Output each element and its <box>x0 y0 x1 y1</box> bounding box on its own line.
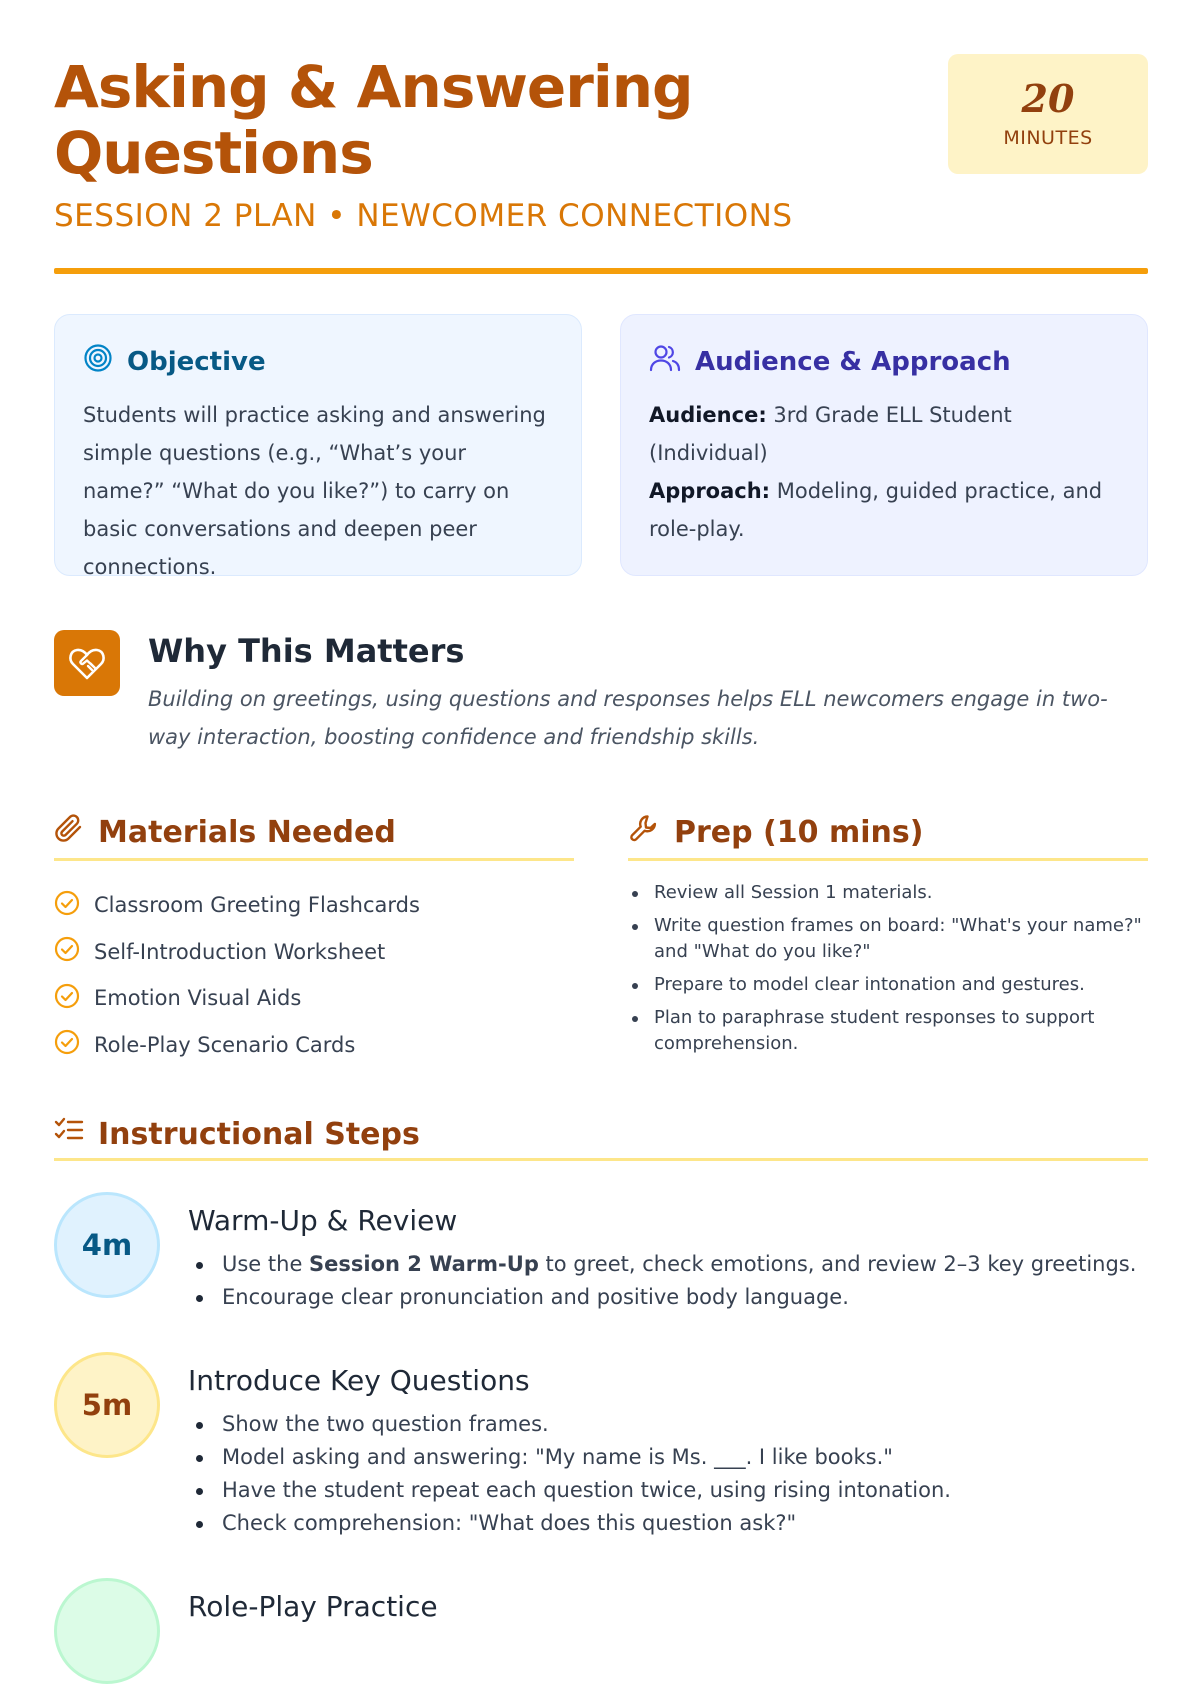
list-item: Show the two question frames. <box>188 1408 1148 1441</box>
list-item: Prepare to model clear intonation and gestures. <box>628 972 1148 998</box>
steps-heading <box>54 1116 1148 1161</box>
step-time-badge <box>54 1578 160 1684</box>
audience-heading-label: Audience & Approach <box>695 346 1011 377</box>
checklist-icon <box>54 1116 84 1152</box>
step-time-badge: 5m <box>54 1352 160 1458</box>
material-label: Emotion Visual Aids <box>94 986 302 1011</box>
audience-heading <box>649 343 1119 380</box>
list-item: Write question frames on board: "What's your name?" and "What do you like?" <box>628 913 1148 965</box>
heart-handshake-icon <box>54 630 120 696</box>
duration-value: 20 <box>1021 76 1075 121</box>
bullet-text-post: to greet, check emotions, and review 2–3 key greetings. <box>538 1252 1137 1276</box>
prep-heading <box>628 812 1148 861</box>
step-title: Introduce Key Questions <box>188 1364 530 1397</box>
check-circle-icon <box>54 936 80 967</box>
list-item: Check comprehension: "What does this question ask?" <box>188 1507 1148 1540</box>
wrench-icon <box>628 812 660 852</box>
objective-card <box>54 314 582 579</box>
target-icon <box>83 343 113 380</box>
list-item: Model asking and answering: "My name is Ms. ___. I like books." <box>188 1441 1148 1474</box>
step-title: Role-Play Practice <box>188 1590 438 1623</box>
check-circle-icon <box>54 983 80 1014</box>
audience-label: Audience: <box>649 403 767 427</box>
list-item <box>54 882 420 929</box>
material-label: Self-Introduction Worksheet <box>94 939 386 964</box>
materials-list <box>54 882 420 1068</box>
approach-text: Modeling, guided practice, and role-play. <box>649 479 1103 541</box>
header-divider <box>54 268 1148 274</box>
duration-badge <box>948 54 1148 174</box>
audience-card <box>620 314 1148 576</box>
list-item: Have the student repeat each question twice, using rising intonation. <box>188 1474 1148 1507</box>
page-title: Asking & Answering Questions <box>54 53 693 187</box>
audience-text: 3rd Grade ELL Student (Individual) <box>649 403 1012 465</box>
bullet-text-bold: Session 2 Warm-Up <box>309 1252 539 1276</box>
prep-heading-label: Prep (10 mins) <box>674 814 924 850</box>
paperclip-icon <box>54 812 84 852</box>
material-label: Role-Play Scenario Cards <box>94 1032 356 1057</box>
page-subtitle: SESSION 2 PLAN • NEWCOMER CONNECTIONS <box>54 198 793 234</box>
list-item <box>54 975 420 1022</box>
materials-heading <box>54 812 574 861</box>
check-circle-icon <box>54 890 80 921</box>
objective-heading <box>83 343 553 380</box>
approach-line <box>649 472 1119 548</box>
list-item: Plan to paraphrase student responses to support comprehension. <box>628 1005 1148 1057</box>
step-bullets <box>188 1408 1148 1540</box>
users-icon <box>649 343 681 380</box>
list-item <box>54 929 420 976</box>
step-bullets <box>188 1248 1148 1314</box>
why-text: Building on greetings, using questions and responses helps ELL newcomers engage in two-way interaction, boosting confidence and friendship skills. <box>148 687 1108 749</box>
audience-line <box>649 396 1119 472</box>
check-circle-icon <box>54 1029 80 1060</box>
materials-heading-label: Materials Needed <box>98 814 396 850</box>
step-time-badge: 4m <box>54 1192 160 1298</box>
objective-heading-label: Objective <box>127 346 266 377</box>
bullet-text-pre: Use the <box>222 1252 310 1276</box>
list-item <box>54 1022 420 1069</box>
step-title: Warm-Up & Review <box>188 1204 458 1237</box>
prep-list <box>628 880 1148 1064</box>
steps-heading-label: Instructional Steps <box>98 1116 420 1152</box>
approach-label: Approach: <box>649 479 771 503</box>
objective-text: Students will practice asking and answering simple questions (e.g., “What’s your name?” “What do you like?”) to carry on basic conversations and deepen peer connections. <box>83 403 546 579</box>
material-label: Classroom Greeting Flashcards <box>94 893 420 918</box>
duration-unit: MINUTES <box>1003 127 1093 149</box>
list-item: Encourage clear pronunciation and positive body language. <box>188 1281 1148 1314</box>
list-item <box>188 1248 1148 1281</box>
why-heading: Why This Matters <box>148 632 465 670</box>
list-item: Review all Session 1 materials. <box>628 880 1148 906</box>
